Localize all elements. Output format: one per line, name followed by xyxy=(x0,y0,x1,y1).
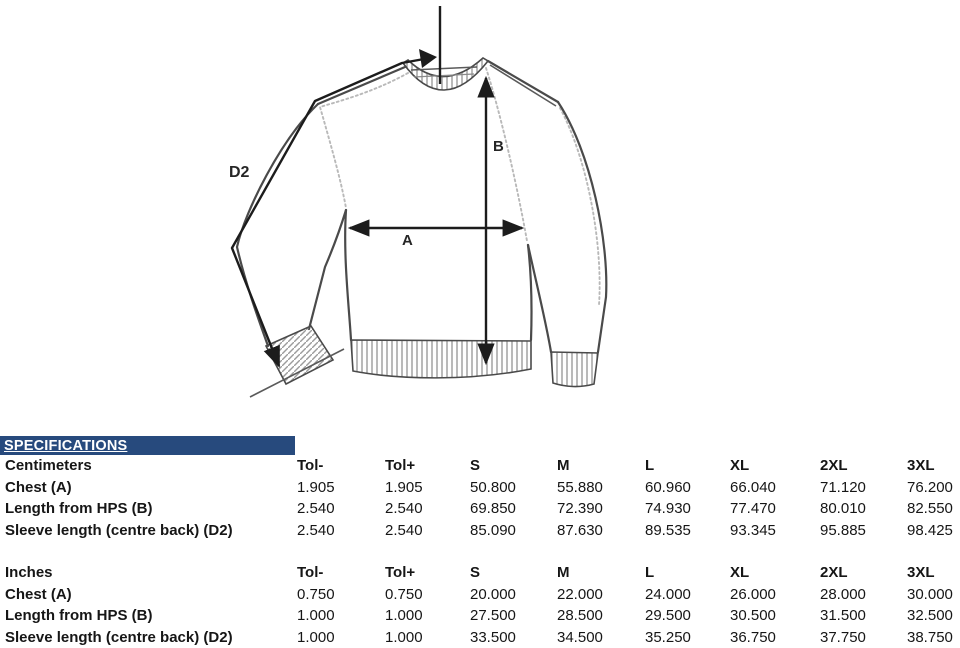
row-label: Length from HPS (B) xyxy=(5,607,153,624)
cell-value: 95.885 xyxy=(820,521,866,539)
cell-value: 28.000 xyxy=(820,585,866,603)
cell-value: 32.500 xyxy=(907,607,953,624)
cell-value: 26.000 xyxy=(730,585,776,603)
cell-value: 35.250 xyxy=(645,628,691,646)
cell-value: 1.000 xyxy=(297,607,335,624)
column-header: 3XL xyxy=(907,564,935,581)
column-header: Tol+ xyxy=(385,457,416,474)
unit-label: Centimeters xyxy=(5,457,92,474)
column-header: Tol- xyxy=(297,564,324,581)
cell-value: 50.800 xyxy=(470,478,516,496)
cell-value: 98.425 xyxy=(907,521,953,539)
cell-value: 72.390 xyxy=(557,500,603,517)
inches-table xyxy=(0,562,960,648)
seam-lines xyxy=(320,68,600,305)
cell-value: 66.040 xyxy=(730,478,776,496)
cell-value: 89.535 xyxy=(645,521,691,539)
cell-value: 76.200 xyxy=(907,478,953,496)
column-header: 2XL xyxy=(820,457,848,474)
cell-value: 1.905 xyxy=(385,478,423,496)
cell-value: 30.000 xyxy=(907,585,953,603)
cell-value: 22.000 xyxy=(557,585,603,603)
cell-value: 0.750 xyxy=(385,585,423,603)
cell-value: 85.090 xyxy=(470,521,516,539)
cell-value: 24.000 xyxy=(645,585,691,603)
column-header: 3XL xyxy=(907,457,935,474)
cell-value: 80.010 xyxy=(820,500,866,517)
cell-value: 37.750 xyxy=(820,628,866,646)
cell-value: 29.500 xyxy=(645,607,691,624)
cell-value: 2.540 xyxy=(385,521,423,539)
cell-value: 2.540 xyxy=(297,521,335,539)
column-header: XL xyxy=(730,564,750,581)
specifications-title: SPECIFICATIONS xyxy=(4,437,128,454)
cell-value: 2.540 xyxy=(385,500,423,517)
row-label: Sleeve length (centre back) (D2) xyxy=(5,628,233,646)
cell-value: 30.500 xyxy=(730,607,776,624)
unit-label: Inches xyxy=(5,564,53,581)
cell-value: 28.500 xyxy=(557,607,603,624)
left-cuff-rib xyxy=(266,326,333,384)
cell-value: 31.500 xyxy=(820,607,866,624)
cell-value: 38.750 xyxy=(907,628,953,646)
cell-value: 27.500 xyxy=(470,607,516,624)
cell-value: 1.000 xyxy=(385,628,423,646)
cell-value: 71.120 xyxy=(820,478,866,496)
column-header: L xyxy=(645,457,655,474)
collar xyxy=(403,58,488,90)
row-label: Chest (A) xyxy=(5,585,72,603)
column-header: 2XL xyxy=(820,564,848,581)
row-label: Length from HPS (B) xyxy=(5,500,153,517)
cell-value: 2.540 xyxy=(297,500,335,517)
cell-value: 1.905 xyxy=(297,478,335,496)
cell-value: 20.000 xyxy=(470,585,516,603)
cell-value: 69.850 xyxy=(470,500,516,517)
hem-rib xyxy=(351,340,531,378)
chest-width-label: A xyxy=(402,232,413,249)
cell-value: 74.930 xyxy=(645,500,691,517)
right-sleeve xyxy=(528,102,606,387)
row-label: Sleeve length (centre back) (D2) xyxy=(5,521,233,539)
cell-value: 77.470 xyxy=(730,500,776,517)
column-header: Tol+ xyxy=(385,564,416,581)
body-length-label: B xyxy=(493,138,504,155)
row-label: Chest (A) xyxy=(5,478,72,496)
column-header: S xyxy=(470,457,481,474)
right-cuff-rib xyxy=(551,352,598,387)
column-header: M xyxy=(557,457,570,474)
centimeters-table xyxy=(0,455,960,541)
cell-value: 87.630 xyxy=(557,521,603,539)
body-outline xyxy=(318,61,558,340)
sleeve-length-label: D2 xyxy=(229,164,250,181)
cell-value: 36.750 xyxy=(730,628,776,646)
cell-value: 0.750 xyxy=(297,585,335,603)
specifications-header xyxy=(0,436,295,455)
cell-value: 1.000 xyxy=(385,607,423,624)
cell-value: 34.500 xyxy=(557,628,603,646)
cell-value: 93.345 xyxy=(730,521,776,539)
cell-value: 1.000 xyxy=(297,628,335,646)
column-header: M xyxy=(557,564,570,581)
column-header: XL xyxy=(730,457,750,474)
table-gap xyxy=(0,541,960,562)
column-header: S xyxy=(470,564,481,581)
cell-value: 60.960 xyxy=(645,478,691,496)
cell-value: 55.880 xyxy=(557,478,603,496)
column-header: L xyxy=(645,564,655,581)
column-header: Tol- xyxy=(297,457,324,474)
cell-value: 33.500 xyxy=(470,628,516,646)
cell-value: 82.550 xyxy=(907,500,953,517)
left-sleeve xyxy=(237,104,346,397)
